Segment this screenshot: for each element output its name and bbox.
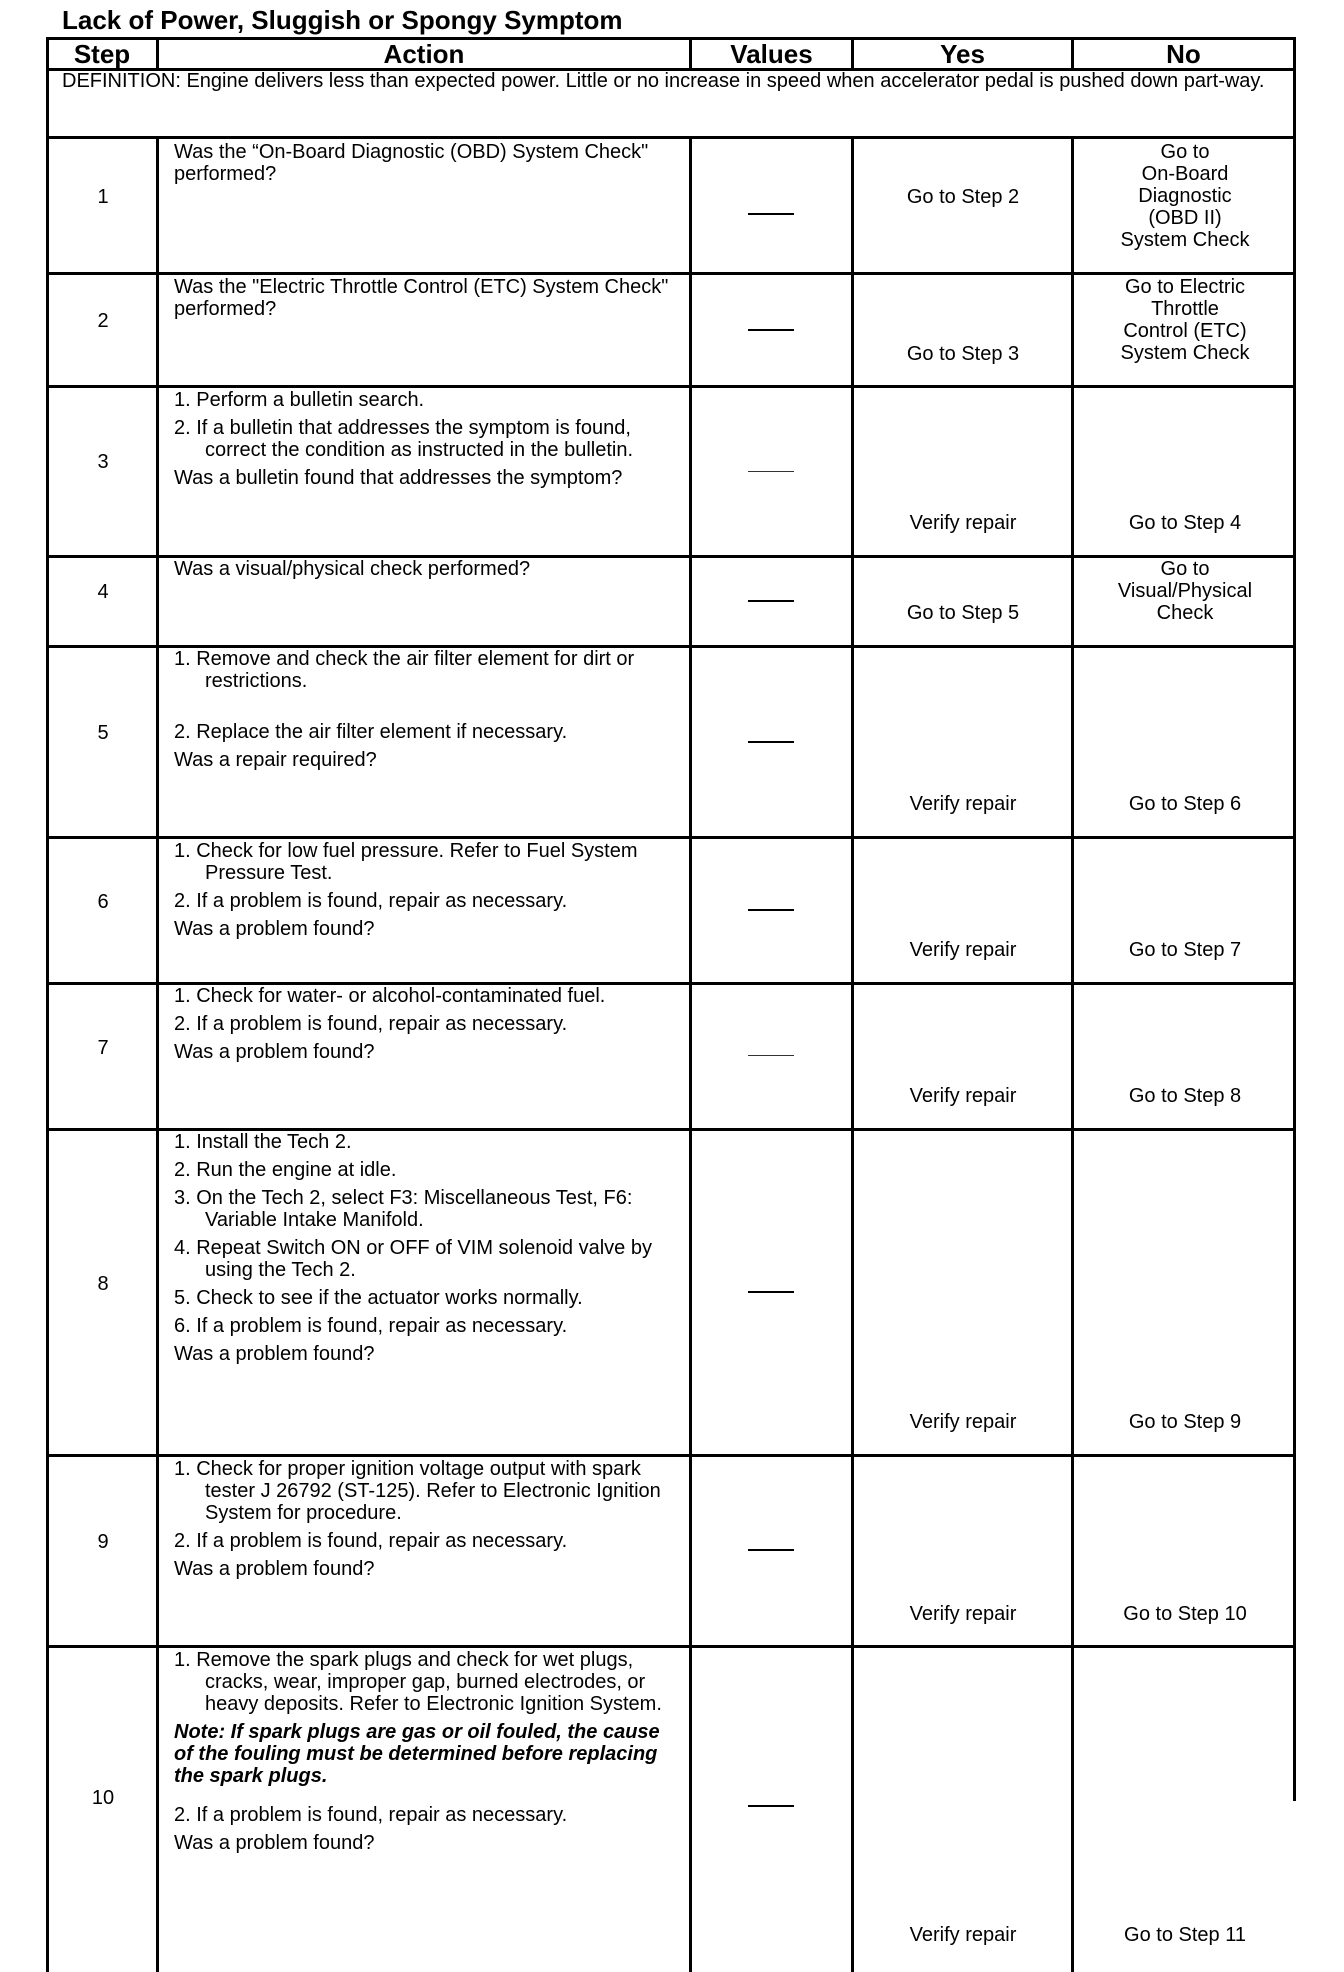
action-step: 2. If a problem is found, repair as necessary.	[174, 1804, 568, 1826]
action-step: 2. If a problem is found, repair as necessary.	[174, 890, 568, 912]
no-cell	[1076, 793, 1294, 815]
step-number: 9	[97, 1531, 109, 1553]
action-cell	[174, 141, 680, 185]
action-step: 2. Run the engine at idle.	[174, 1159, 397, 1181]
step-number: 5	[97, 722, 109, 744]
action-step: 1. Remove and check the air filter element for dirt or restrictions.	[174, 648, 635, 692]
no-line: Go to Electric	[1124, 276, 1246, 298]
no-line: Go to Step 8	[1128, 1085, 1242, 1107]
yes-cell: Go to Step 3	[906, 343, 1020, 365]
column-border	[851, 136, 854, 1972]
action-step: 1. Perform a bulletin search.	[174, 389, 425, 411]
values-dash	[748, 471, 794, 472]
action-step: 2. Replace the air filter element if necessary.	[174, 721, 568, 743]
row-divider	[46, 1645, 1296, 1648]
column-border	[1071, 136, 1074, 1972]
action-question: Was a problem found?	[174, 1558, 375, 1580]
no-line: Control (ETC)	[1123, 320, 1247, 342]
values-dash	[748, 600, 794, 602]
values-dash	[748, 213, 794, 215]
header-step: Step	[73, 39, 131, 69]
step-number: 1	[97, 186, 109, 208]
action-cell	[174, 840, 680, 940]
no-line: Go to Step 10	[1123, 1603, 1247, 1625]
no-line: (OBD II)	[1148, 207, 1222, 229]
no-line: Go to	[1160, 141, 1210, 163]
no-cell	[1076, 1924, 1294, 1946]
action-cell	[174, 648, 680, 771]
action-question: Was a bulletin found that addresses the symptom?	[174, 467, 623, 489]
action-step: 4. Repeat Switch ON or OFF of VIM solenoid valve by using the Tech 2.	[174, 1237, 652, 1281]
action-step: 3. On the Tech 2, select F3: Miscellaneous Test, F6: Variable Intake Manifold.	[174, 1187, 633, 1231]
yes-cell: Go to Step 5	[906, 602, 1020, 624]
action-question: Was a problem found?	[174, 1343, 375, 1365]
values-dash	[748, 1805, 794, 1807]
action-question: Was a problem found?	[174, 1832, 375, 1854]
action-cell	[174, 389, 680, 489]
no-cell	[1076, 939, 1294, 961]
action-cell	[174, 1131, 680, 1365]
action-step: 1. Check for low fuel pressure. Refer to Fuel System Pressure Test.	[174, 840, 638, 884]
no-cell	[1076, 1603, 1294, 1625]
step-number: 7	[97, 1037, 109, 1059]
definition-text: DEFINITION: Engine delivers less than expected power. Little or no increase in speed when accelerator pedal is pushed down part-way.	[62, 70, 1265, 92]
step-number: 3	[97, 451, 109, 473]
yes-cell: Go to Step 2	[906, 186, 1020, 208]
header-values: Values	[730, 39, 813, 69]
no-line: Go to	[1160, 558, 1210, 580]
no-cell	[1076, 558, 1294, 624]
action-step: 2. If a problem is found, repair as necessary.	[174, 1013, 568, 1035]
no-line: System Check	[1120, 342, 1250, 364]
no-line: Go to Step 11	[1124, 1924, 1246, 1946]
action-step: 6. If a problem is found, repair as necessary.	[174, 1315, 568, 1337]
action-cell	[174, 276, 680, 320]
yes-cell: Verify repair	[909, 1411, 1017, 1433]
no-cell	[1076, 276, 1294, 364]
no-line: Go to Step 4	[1128, 512, 1242, 534]
action-step: 2. If a problem is found, repair as necessary.	[174, 1530, 568, 1552]
step-number: 10	[91, 1787, 115, 1809]
step-number: 2	[97, 310, 109, 332]
action-step: 1. Check for proper ignition voltage output with spark tester J 26792 (ST-125). Refer to Electronic Ignition System for procedure.	[174, 1458, 661, 1524]
no-line: Go to Step 7	[1128, 939, 1242, 961]
header-yes: Yes	[940, 39, 985, 69]
yes-cell: Verify repair	[909, 1603, 1017, 1625]
action-question: Was a problem found?	[174, 918, 375, 940]
yes-cell: Verify repair	[909, 939, 1017, 961]
yes-cell: Verify repair	[909, 512, 1017, 534]
action-step: 2. If a bulletin that addresses the symptom is found, correct the condition as instructed in the bulletin.	[174, 417, 634, 461]
yes-cell: Verify repair	[909, 1085, 1017, 1107]
row-divider	[46, 836, 1296, 839]
action-question: Was the “On-Board Diagnostic (OBD) System Check" performed?	[174, 141, 649, 185]
action-cell	[174, 1649, 680, 1854]
step-number: 6	[97, 891, 109, 913]
step-number: 4	[97, 581, 109, 603]
no-line: On-Board	[1141, 163, 1229, 185]
action-cell	[174, 1458, 680, 1580]
row-divider	[46, 385, 1296, 388]
action-step: 1. Remove the spark plugs and check for wet plugs, cracks, wear, improper gap, burned electrodes, or heavy deposits. Refer to Electronic Ignition System.	[174, 1649, 662, 1715]
action-question: Was a repair required?	[174, 749, 377, 771]
no-line: Go to Step 9	[1128, 1411, 1242, 1433]
action-cell	[174, 558, 680, 580]
page-title: Lack of Power, Sluggish or Spongy Symptom	[62, 5, 623, 35]
values-dash	[748, 741, 794, 743]
header-no: No	[1166, 39, 1201, 69]
row-divider	[46, 1454, 1296, 1457]
step-number: 8	[97, 1273, 109, 1295]
values-dash	[748, 909, 794, 911]
yes-cell: Verify repair	[909, 1924, 1017, 1946]
row-divider	[46, 272, 1296, 275]
action-step: 1. Install the Tech 2.	[174, 1131, 352, 1153]
yes-cell: Verify repair	[909, 793, 1017, 815]
no-line: Diagnostic	[1138, 185, 1232, 207]
no-line: Visual/Physical	[1117, 580, 1253, 602]
values-dash	[748, 1549, 794, 1551]
values-dash	[748, 1055, 794, 1056]
action-step: 5. Check to see if the actuator works normally.	[174, 1287, 583, 1309]
no-line: Throttle	[1151, 298, 1219, 320]
no-cell	[1076, 141, 1294, 251]
column-border	[689, 136, 692, 1972]
definition-bottom-border	[46, 136, 1296, 139]
action-question: Was the "Electric Throttle Control (ETC) System Check" performed?	[174, 276, 669, 320]
values-dash	[748, 329, 794, 331]
no-line: Check	[1156, 602, 1214, 624]
no-line: Go to Step 6	[1128, 793, 1242, 815]
header-action: Action	[383, 39, 465, 69]
action-question: Was a visual/physical check performed?	[174, 558, 531, 580]
action-cell	[174, 985, 680, 1063]
values-dash	[748, 1291, 794, 1293]
no-cell	[1076, 512, 1294, 534]
action-question: Was a problem found?	[174, 1041, 375, 1063]
no-line: System Check	[1120, 229, 1250, 251]
action-note: Note: If spark plugs are gas or oil fouled, the cause of the fouling must be determined before replacing the spark plugs.	[174, 1721, 660, 1787]
no-cell	[1076, 1085, 1294, 1107]
action-step: 1. Check for water- or alcohol-contaminated fuel.	[174, 985, 606, 1007]
no-cell	[1076, 1411, 1294, 1433]
